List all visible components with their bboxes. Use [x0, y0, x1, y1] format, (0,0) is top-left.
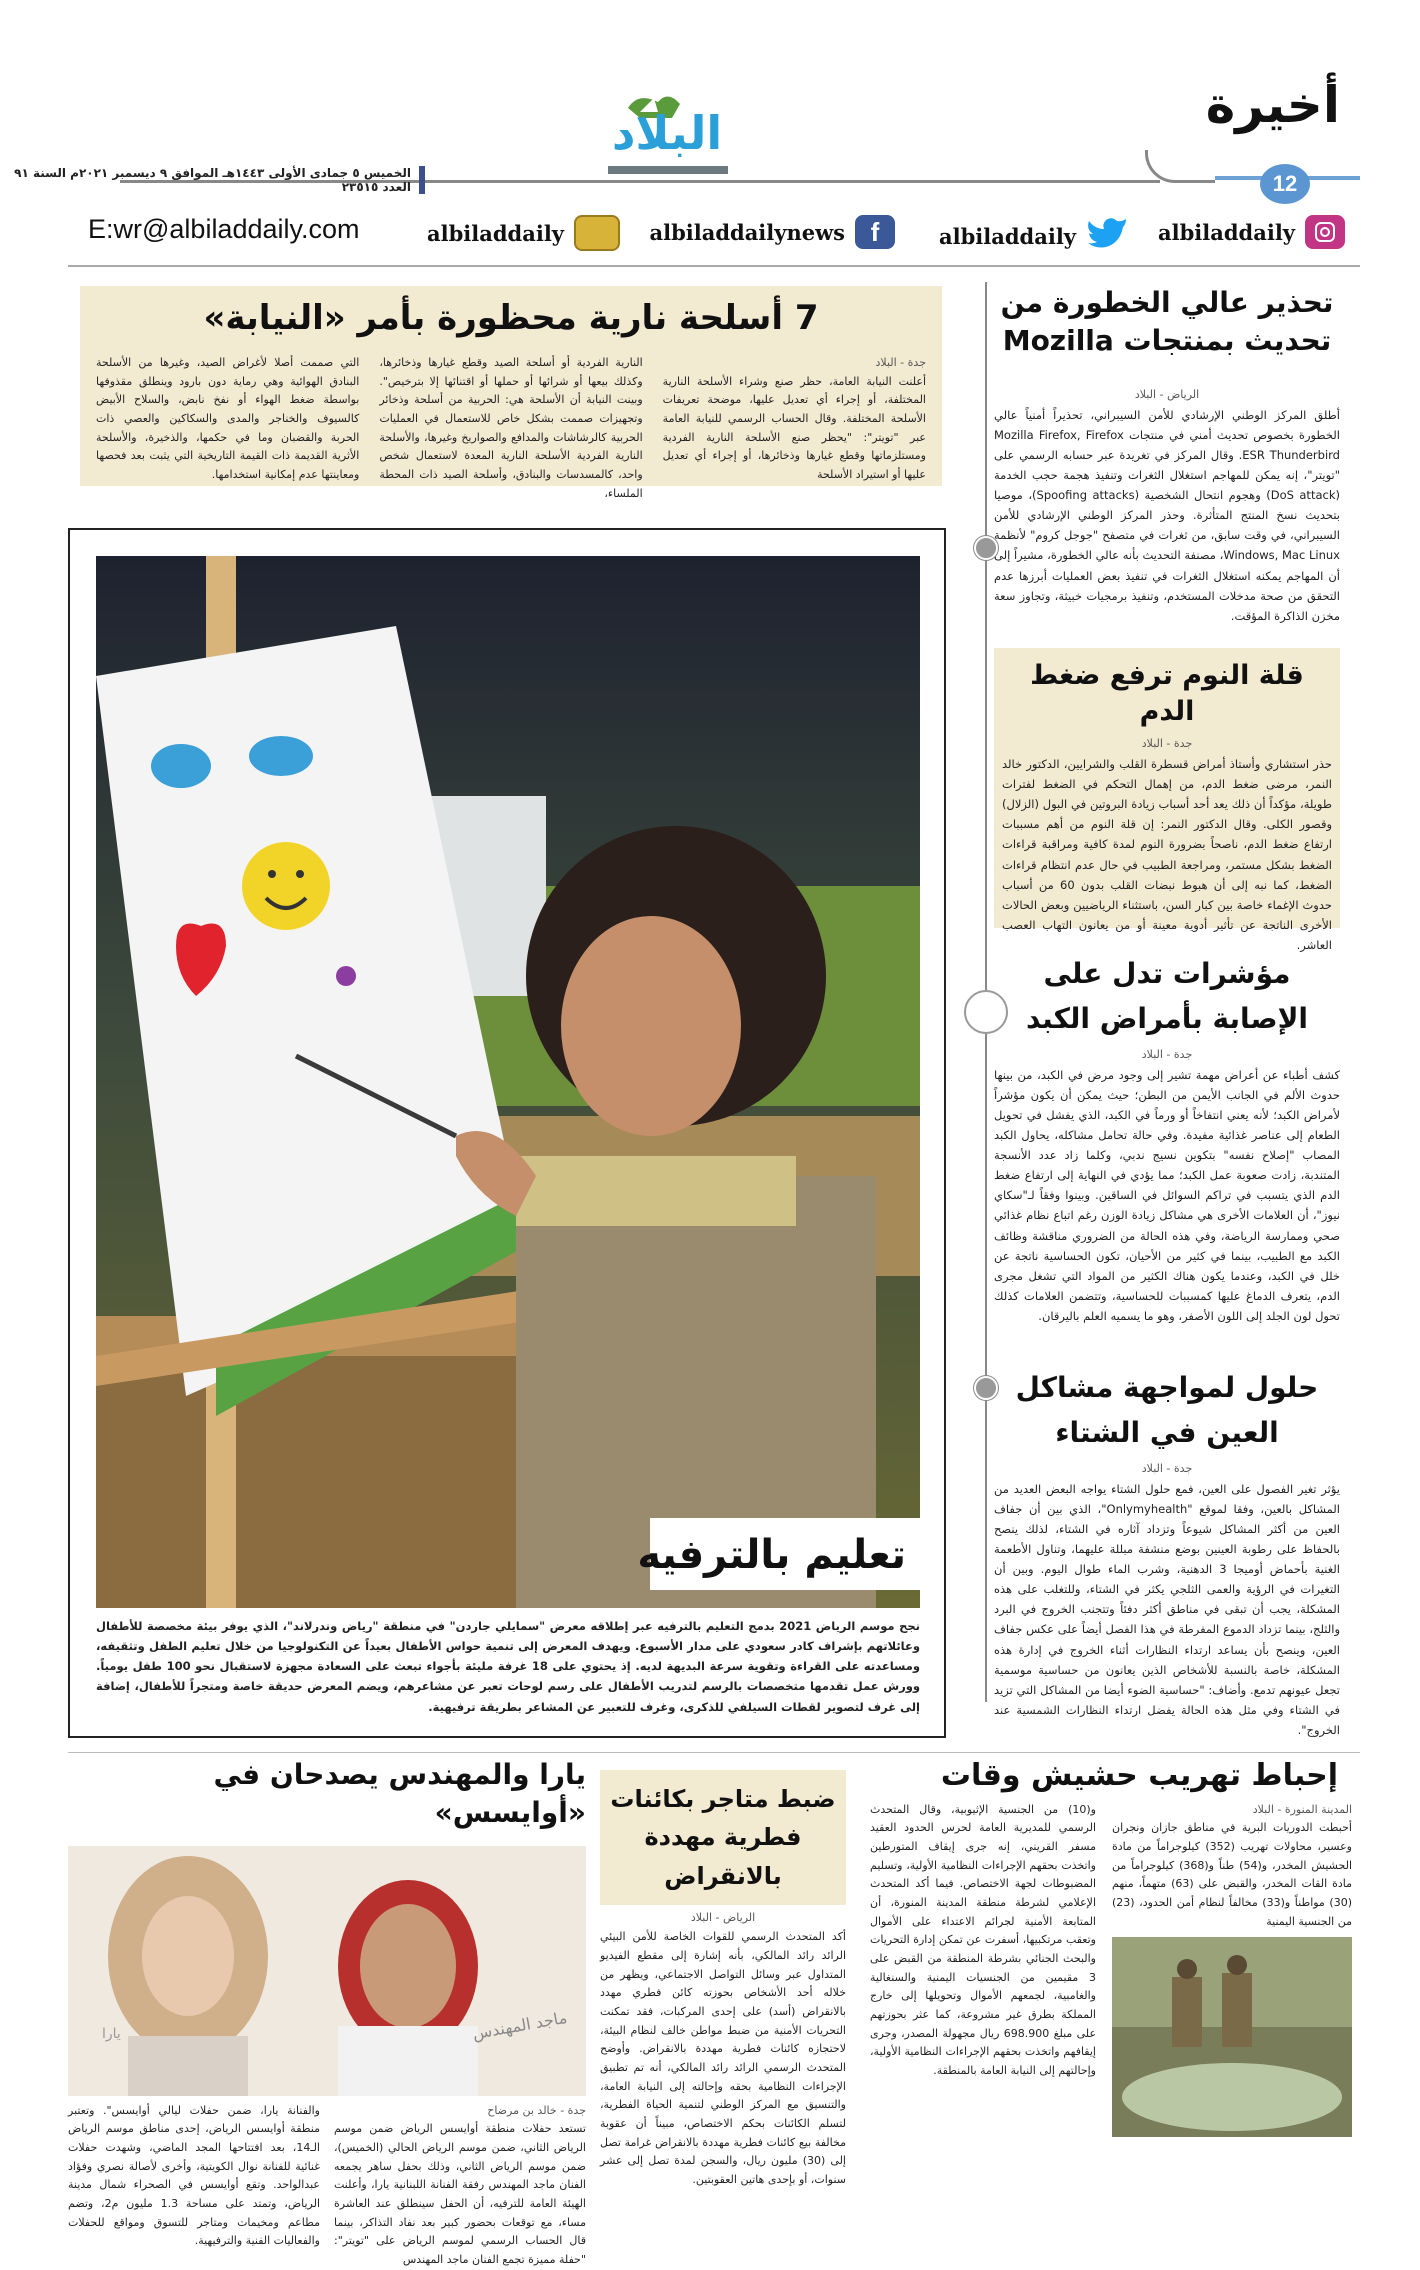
weapons-col1: أعلنت النيابة العامة، حظر صنع وشراء الأسلحة النارية المختلفة، أو إجراء أي تعديل عليها، موضحة تعريفات الأسلحة المختلفة. وقال الحساب الرسمي للنيابة العامة عبر "تويتر": "يحظر صنع الأسلحة النارية الفردية ومستلزماتها وقطع غيارها وذخائرها، أو إجراء أي تعديل عليها أو استيراد الأسلحة — [662, 374, 926, 482]
yara-byline: جدة - خالد بن مرضاح — [487, 2103, 586, 2117]
weapons-col2: النارية الفردية أو أسلحة الصيد وقطع غيارها وذخائرها، وكذلك بيعها أو شرائها أو حملها أو اقتنائها إلا بترخيص". وبينت النيابة أن الأسلحة هي: الحربية من أسلحة وذخائر وتجهيزات صممت بشكل خاص للاستعمال في العمليات الحربية كالرشاشات والمدافع والصواريخ وغيرها، والأسلحة النارية الفردية الأسلحة النارية المعدة لاستعمال شخص واحد، كالمسدسات والبنادق، وأسلحة الصيد ذات المحطة الملساء، — [379, 355, 643, 500]
sleep-title: قلة النوم ترفع ضغط الدم — [1030, 660, 1304, 728]
bottom-rule — [68, 1752, 1360, 1753]
hashish-byline: المدينة المنورة - البلاد — [1252, 1802, 1352, 1816]
albilad-badge-icon — [574, 215, 620, 251]
shops-article — [600, 1770, 846, 2216]
liver-byline: جدة - البلاد — [1141, 1047, 1193, 1061]
liver-article — [994, 952, 1340, 1326]
seized-drugs-photo — [1112, 1937, 1352, 2137]
facebook-handle: albiladdailynews — [649, 219, 845, 245]
eyes-byline: جدة - البلاد — [1141, 1461, 1193, 1475]
social-instagram[interactable] — [1158, 215, 1345, 249]
twitter-handle: albiladdaily — [939, 224, 1076, 249]
sleep-article — [994, 648, 1340, 952]
yara-article — [68, 1756, 586, 2267]
shops-title: ضبط متاجر بكائنات فطرية مهددة بالانقراض — [610, 1785, 836, 1890]
yara-col-left: والفنانة يارا، ضمن حفلات ليالي أوايسس". وتعتبر منطقة أوايسس الرياض، إحدى مناطق موسم الرياض الـ14، بعد افتتاحها المجد الماضي، وشهدت حفلات غنائية للفنانة نوال الكويتية، وأخرى لأصالة نصري وفؤاد عبدالواحد. وتقع أوايسس في الصحراء شمال مدينة الرياض، وتمتد على مساحة 1.3 مليون م2، وتضم مطاعم ومخيمات ومتاجر للتسوق ومواقع للحفلات والفعاليات الفنية والترفيهية. — [68, 2103, 321, 2248]
sleep-byline: جدة - البلاد — [1141, 736, 1193, 750]
shops-byline: الرياض - البلاد — [690, 1911, 756, 1925]
photo-caption: نجح موسم الرياض 2021 بدمج التعليم بالترفيه عبر إطلاقه معرض "سمايلي جاردن" في منطقة "رياض وندرلاند"، الذي يوفر بيئة مخصصة للأطفال وعائلاتهم بإشراف كادر سعودي على مدار الأسبوع. ويهدف المعرض إلى تنمية حواس الأطفال بعيداً عن التكنولوجيا من خلال تعليم الطفل وتثقيفه، ومساعدته على القراءة وتقوية سرعة البديهة لديه. إذ يحتوي على 18 غرفة مليئة بأجواء تبعث على السعادة مجهزة لاستقبال نحو 100 طفل يومياً. وورش عمل تقدمها متخصصات بالرسم لتدريب الأطفال على رسم لوحات تعبر عن مشاعرهم، ويضم المعرض حديقة خاصة ومتجراً للأطفال، إضافة إلى غرف لتصوير لقطات السيلفي للذكرى، وغرف للتعبير عن المشاعر بطريقة ترفيهية. — [96, 1619, 920, 1714]
page-number: 12 — [1260, 164, 1310, 204]
social-rule — [68, 265, 1360, 267]
albilad-handle: albiladdaily — [427, 220, 564, 246]
dateline: الخميس ٥ جمادى الأولى ١٤٤٣هـ الموافق ٩ ديسمبر ٢٠٢١م السنة ٩١ العدد ٢٣٥١٥ — [0, 166, 425, 194]
eyes-article — [994, 1366, 1340, 1740]
social-facebook[interactable] — [650, 215, 896, 249]
singers-photo — [68, 1846, 586, 2096]
yara-col-right: تستعد حفلات منطقة أوايسس الرياض ضمن موسم الرياض الثاني، ضمن موسم الرياض الحالي (الخميس)، ضمن موسم الرياض الثاني، وذلك بحفل ساهر يجمعه الفنان ماجد المهندس رفقة الفنانة اللبنانية يارا، وأعلنت الهيئة العامة للترفيه، أن الحفل سينطلق عند العاشرة مساء، مع توقعات بحضور كبير بعد نفاد التذاكر، بينما قال الحساب الرسمي لموسم الرياض على "تويتر": "حفلة مميزة تجمع الفنان ماجد المهندس — [334, 2122, 586, 2267]
hashish-col-right: أحبطت الدوريات البرية في مناطق جازان ونجران وعسير، محاولات تهريب (352) كيلوجراماً من مادة الحشيش المخدر، و(54) طناً و(368) كيلوجراماً من مادة القات المخدر، والقبض على (63) متهماً، منهم (30) مواطناً و(33) مخالفاً لنظام أمن الحدود، (23) من الجنسية اليمنية — [1112, 1821, 1352, 1928]
weapons-article — [80, 286, 942, 500]
section-title: أخيرة — [1205, 76, 1340, 134]
photo-overlay-title-text: تعليم بالترفيه — [637, 1532, 906, 1578]
social-albilad[interactable] — [427, 215, 620, 251]
instagram-icon — [1305, 215, 1345, 249]
header-rule-curve — [1145, 150, 1215, 183]
weapons-col3: التي صممت أصلا لأغراض الصيد، وغيرها من الأسلحة البنادق الهوائية وهي رماية دون بارود وينطلق مقذوفها بواسطة ضغط الهواء أو نفخ نابض، والسلاح الأبيض كالسيوف والخناجر والمدى والسكاكين والعصي ذات الحربة والقضبان وما في حكمها، والذخيرة، والأسلحة الأثرية القديمة ذات القيمة التاريخية التي يثبت بعد فحصها ومعاينتها عدم إمكانية استخدامها. — [96, 355, 360, 482]
instagram-handle: albiladdaily — [1158, 219, 1295, 245]
social-twitter[interactable] — [939, 215, 1128, 258]
photo-label-yara: يارا — [102, 2025, 121, 2042]
photo-illustration — [96, 556, 920, 1608]
hashish-col-left: و(10) من الجنسية الإثيوبية، وقال المتحدث الرسمي للمديرية العامة لحرس الحدود العقيد مسفر القريني، إنه جرى إيقاف المتورطين واتخذت بحقهم الإجراءات النظامية الأولية، وتسليم المضبوطات لجهة الاختصاص. فيما أكد المتحدث الإعلامي لشرطة منطقة المدينة المنورة، أن المتابعة الأمنية لجرائم الاعتداء على الأموال وتعقب مرتكبيها، أسفرت عن تمكن إدارة التحريات والبحث الجنائي بشرطة المنطقة من القبض على 3 مقيمين من الجنسيات اليمنية والسنغالية والغامبية، لجمعهم الأموال وتحويلها إلى خارج المملكة بطرق غير مشروعة، كما عثر بحوزتهم على مبلغ 698.900 ريال مجهولة المصدر، وجرى إيقافهم واتخذت بحقهم الإجراءات النظامية الأولية، وإحالتهم إلى النيابة العامة بالمنطقة. — [870, 1802, 1097, 2078]
liver-body: كشف أطباء عن أعراض مهمة تشير إلى وجود مرض في الكبد، من بينها حدوث الألم في الجانب الأيمن من البطن؛ حيث يمكن أن يكون مؤشراً لأمراض الكبد؛ لأنه يعني انتفاخاً أو ورماً في الكبد، الذي يفشل في تحويل الطعام إلى عناصر غذائية مفيدة. وفي حالة تحامل مشاكله، يحاول الكبد المصاب "إصلاح نفسه" بتكوين نسيج ندبي، وكلما زاد عدد الأنسجة المتندبة، زادت صعوبة عمل الكبد؛ مما يؤدي في النهاية إلى ارتفاع ضغط الدم الذي يتسبب في تراكم السوائل في الساقين. وبينوا وفقاً لـ"سكاي نيوز"، أن العلامات الأخرى هي مشاكل زيادة الوزن رغم اتباع نظام غذائي صحي وممارسة الرياضة، وفي هذه الحالة من الضروري مناقشة وظائف الكبد مع الطبيب، بينما في كثير من الأحيان، تكون الحساسية ناتجة عن خلل في الكبد، وعندما يكون هناك الكثير من المواد التي تشغل مجرى الدم، يتعرف الدماغ عليها كمسببات للحساسية، وتتضمن العلامات كذلك تحول لون الجلد إلى اللون الأصفر، وهو ما يسميه العلم باليرقان. — [994, 1067, 1340, 1324]
eyes-title: حلول لمواجهة مشاكل العين في الشتاء — [1015, 1371, 1319, 1449]
child-painting-photo — [96, 556, 920, 1608]
shops-body: أكد المتحدث الرسمي للقوات الخاصة للأمن البيئي الرائد رائد المالكي، بأنه إشارة إلى مقطع الفيديو المتداول عبر وسائل التواصل الاجتماعي، ويظهر من خلاله أحد الأشخاص بحوزته كائن فطري مهدد بالانقراض (أسد) على إحدى المركبات، فقد تمكنت التحريات الأمنية من ضبط مواطن خالف لنظام البيئة، لاحتجازه كائنات فطرية مهددة بالانقراض. وأوضح المتحدث الرسمي الرائد رائد المالكي، أنه تم تطبيق الإجراءات النظامية بحقه وإحالته إلى النيابة العامة، والتنسيق مع المركز الوطني لتنمية الحياة الفطرية، لتسلم الكائنات بحكم الاختصاص، مبيناً أن عقوبة مخالفة بيع كائنات فطرية مهددة بالانقراض غرامة تصل إلى (30) مليون ريال، والسجن لمدة تصل إلى عشر سنوات، أو بإحدى هاتين العقوبتين. — [600, 1930, 846, 2187]
sleep-body: حذر استشاري وأستاذ أمراض قسطرة القلب والشرايين، الدكتور خالد النمر، مرضى ضغط الدم، من إهمال التحكم في الضغط لفترات طويلة، مؤكداً أن ذلك يعد أحد أسباب زيادة البروتين في البول (الزلال) وقصور الكلى. وقال الدكتور النمر: إن قلة النوم من أهم مسببات ارتفاع ضغط الدم، ناصحاً بضرورة النوم لمدة كافية ومراقبة قراءات الضغط بشكل مستمر، ومراجعة الطبيب في حال عدم انتظام قراءات الضغط، كما نبه إلى أن هبوط نبضات القلب بدون 60 من أسباب حدوث الإغماء خاصة بين كبار السن، باستثناء الرياضيين وبعض الحالات الأخرى الناتجة عن تأثير أدوية معينة أو من يعانون التهاب العصب العاشر. — [1002, 756, 1332, 952]
mozilla-body: أطلق المركز الوطني الإرشادي للأمن السيبراني، تحذيراً أمنياً عالي الخطورة بخصوص تحديث أمني في منتجات Mozilla Firefox, Firefox ESR Thunderbird. وقال المركز في تغريدة عبر حسابه الرسمي على "تويتر"، إنه يمكن للمهاجم استغلال الثغرات وتنفيذ هجمة حجب الخدمة (DoS attack) وهجوم انتحال الشخصية (Spoofing attacks)، موصيا بتحديث نسخ المنتج المتأثرة. وحذر المركز الوطني الإرشادي للأمن السيبراني، في وقت سابق، من ثغرات في متصفح "جوجل كروم" لأنظمة Windows, Mac Linux، مصنفة التحديث بأنه عالي الخطورة، مشيراً إلى أن المهاجم يمكنه استغلال الثغرات في تنفيذ بعض العمليات أبرزها عدم التحقق من صحة مدخلات المستخدم، وتنفيذ برمجيات خبيثة، وتجاوز سعة مخزن الذاكرة المؤقت. — [994, 407, 1340, 623]
facebook-icon: f — [855, 215, 895, 249]
liver-title: مؤشرات تدل على الإصابة بأمراض الكبد — [1025, 957, 1309, 1035]
logo-text: البلاد — [611, 106, 723, 160]
photo-label-singer: ماجد المهندس — [471, 2007, 569, 2043]
twitter-icon — [1086, 215, 1128, 258]
mozilla-title: تحذير عالي الخطورة من تحديث بمنتجات Mozilla — [1000, 286, 1334, 357]
mozilla-byline: الرياض - البلاد — [1134, 387, 1200, 401]
mozilla-article — [994, 284, 1340, 626]
yara-title: يارا والمهندس يصدحان في «أوايسس» — [213, 1758, 586, 1829]
hashish-title: إحباط تهريب حشيش وقات — [940, 1758, 1338, 1793]
eyes-body: يؤثر تغير الفصول على العين، فمع حلول الشتاء يواجه البعض العديد من المشاكل بالعين، وفقا لموقع "Onlymyhealth"، الذي بين أن جفاف العين من أكثر المشاكل شيوعاً وتزداد آثاره في الشتاء، لذلك ينصح بالحفاظ على رطوبة العينين بوضع منشفة مبللة عليهما، وتناول الأطعمة الغنية بأحماض أوميجا 3 الدهنية، وشرب الماء طوال اليوم. وبين أن التغيرات في الرؤية والعمى الثلجي يكثر في الشتاء، وللتغلب على هذه المشكلة، يجب أن تبقى في مناطق أكثر دفئاً وتتجنب الخروج في البرد والثلج، بينما تزداد الدموع المفرطة في هذا الفصل أيضاً على عكس جفاف العين، وينصح بأن يساعد ارتداء النظارات أثناء الخروج في إدارة هذه المشكلة، خاصة بالنسبة للأشخاص الذين يعانون من حساسية موسمية تجعل عيونهم تدمع. وأضاف: "حساسية الضوء أيضا من المشاكل التي تزيد في الشتاء وفي مثل هذه الحالة يفضل ارتداء النظارات الشمسية عند الخروج". — [994, 1481, 1340, 1738]
weapons-title: 7 أسلحة نارية محظورة بأمر «النيابة» — [203, 298, 819, 338]
hashish-article — [870, 1756, 1352, 2216]
weapons-byline: جدة - البلاد — [875, 355, 926, 369]
email[interactable]: E:wr@albiladdaily.com — [88, 214, 360, 244]
albilad-logo — [598, 88, 736, 184]
